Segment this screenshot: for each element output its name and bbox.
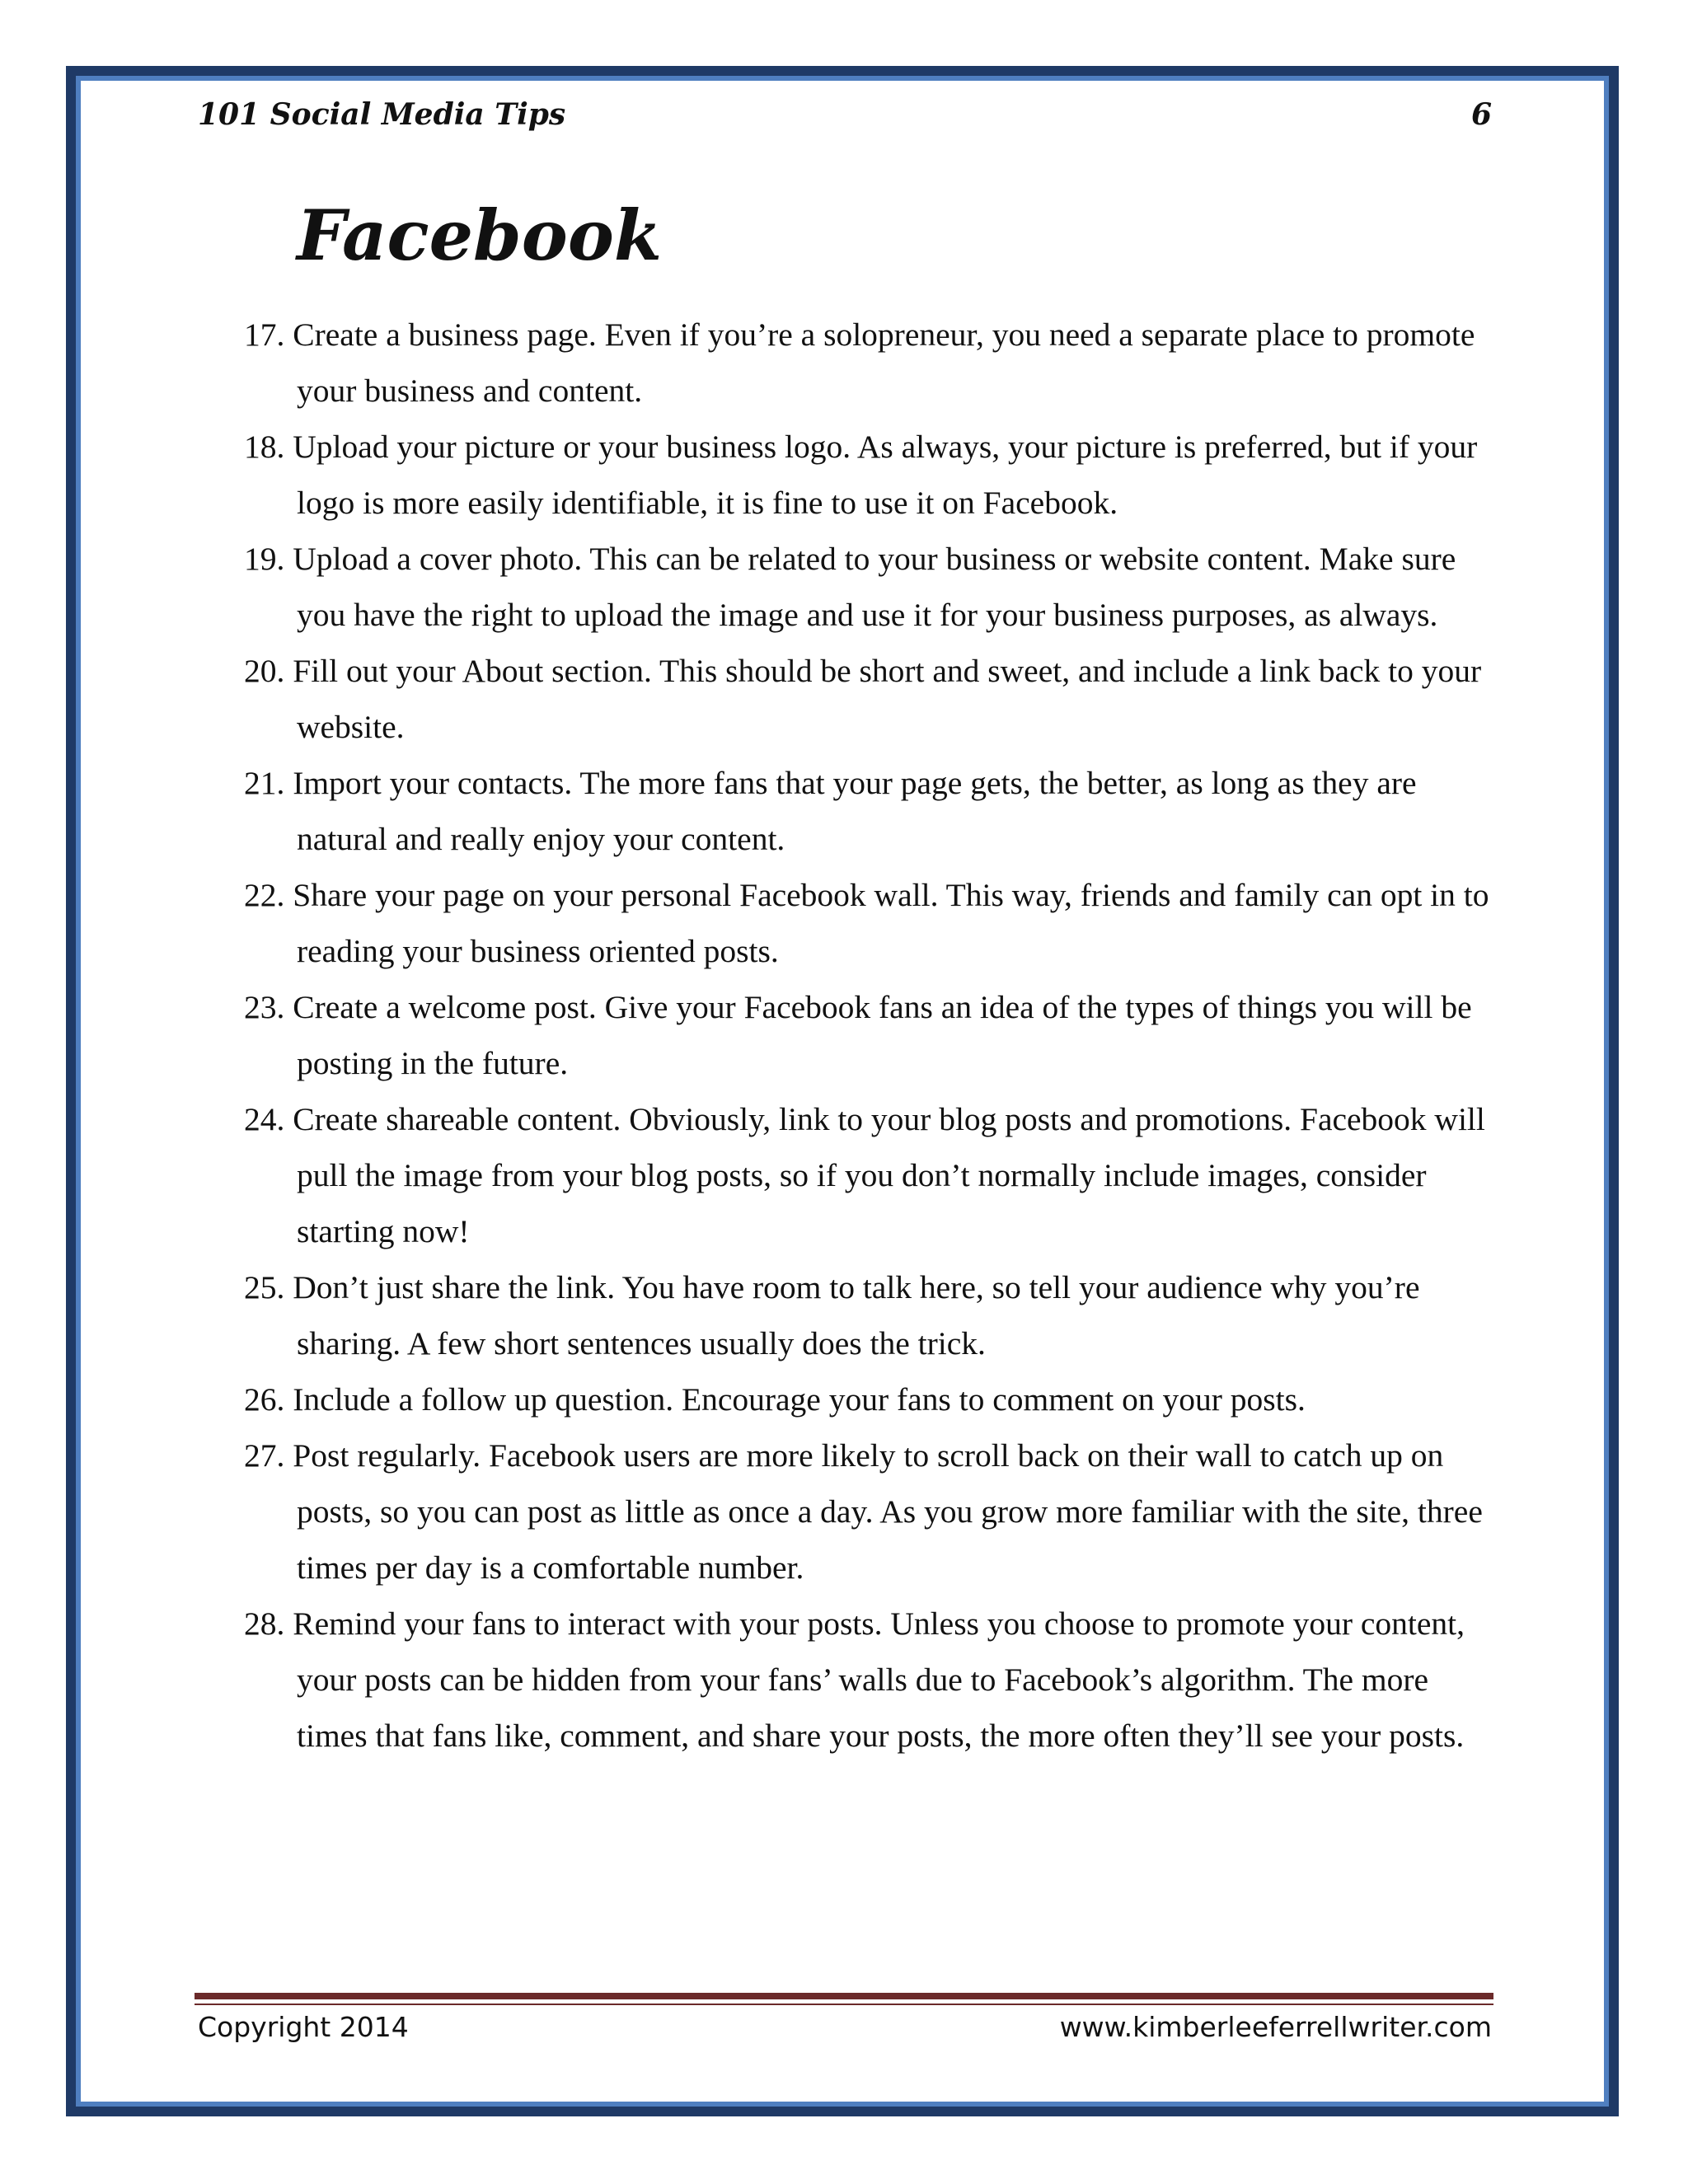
list-item [244, 867, 1497, 979]
tip-number: 20. [244, 653, 285, 689]
tip-text: Don’t just share the link. You have room to talk here, so tell your audience why you’re sharing. A few short sentences usually does the trick. [293, 1269, 1420, 1361]
tip-number: 23. [244, 989, 285, 1025]
website-text: www.kimberleeferrellwriter.com [1059, 2011, 1492, 2043]
tip-text: Create shareable content. Obviously, link to your blog posts and promotions. Facebook will pull the image from your blog posts, so if you don’t normally include images, consider starting now! [293, 1101, 1485, 1249]
tip-number: 19. [244, 541, 285, 577]
footer-divider-thin [195, 2004, 1493, 2005]
running-header [198, 97, 1492, 132]
tip-number: 21. [244, 765, 285, 801]
tip-number: 18. [244, 429, 285, 465]
page-number: 6 [1470, 97, 1492, 132]
copyright-text: Copyright 2014 [198, 2011, 409, 2043]
list-item [244, 1371, 1497, 1427]
tip-text: Share your page on your personal Facebook wall. This way, friends and family can opt in to reading your business oriented posts. [293, 877, 1489, 969]
tip-number: 28. [244, 1605, 285, 1642]
tip-text: Post regularly. Facebook users are more likely to scroll back on their wall to catch up on posts, so you can post as little as once a day. As you grow more familiar with the site, three times per day is a comfortable number. [293, 1437, 1483, 1586]
list-item [244, 531, 1497, 643]
list-item [244, 755, 1497, 867]
tip-number: 25. [244, 1269, 285, 1305]
book-title: 101 Social Media Tips [198, 97, 566, 132]
tip-text: Create a business page. Even if you’re a solopreneur, you need a separate place to promote your business and content. [293, 316, 1475, 409]
tips-list [244, 307, 1497, 1764]
tip-text: Include a follow up question. Encourage your fans to comment on your posts. [293, 1381, 1306, 1418]
list-item [244, 307, 1497, 419]
tip-number: 22. [244, 877, 285, 913]
tip-number: 27. [244, 1437, 285, 1474]
tip-text: Create a welcome post. Give your Facebook fans an idea of the types of things you will be posting in the future. [293, 989, 1472, 1081]
list-item [244, 1596, 1497, 1764]
list-item [244, 1427, 1497, 1596]
page-footer [198, 2011, 1492, 2043]
tip-text: Upload your picture or your business logo. As always, your picture is preferred, but if your logo is more easily identifiable, it is fine to use it on Facebook. [293, 429, 1478, 521]
section-title: Facebook [297, 194, 663, 276]
list-item [244, 1259, 1497, 1371]
tip-text: Upload a cover photo. This can be related to your business or website content. Make sure you have the right to upload the image and use it for your business purposes, as always. [293, 541, 1456, 633]
tip-number: 24. [244, 1101, 285, 1137]
list-item [244, 1091, 1497, 1259]
tip-number: 17. [244, 316, 285, 353]
tip-text: Remind your fans to interact with your posts. Unless you choose to promote your content, your posts can be hidden from your fans’ walls due to Facebook’s algorithm. The more times that fans like, comment, and share your posts, the more often they’ll see your posts. [293, 1605, 1465, 1754]
list-item [244, 979, 1497, 1091]
tip-text: Fill out your About section. This should be short and sweet, and include a link back to your website. [293, 653, 1482, 745]
list-item [244, 419, 1497, 531]
tip-text: Import your contacts. The more fans that your page gets, the better, as long as they are natural and really enjoy your content. [293, 765, 1417, 857]
footer-divider-thick [195, 1993, 1493, 1999]
list-item [244, 643, 1497, 755]
tip-number: 26. [244, 1381, 285, 1418]
